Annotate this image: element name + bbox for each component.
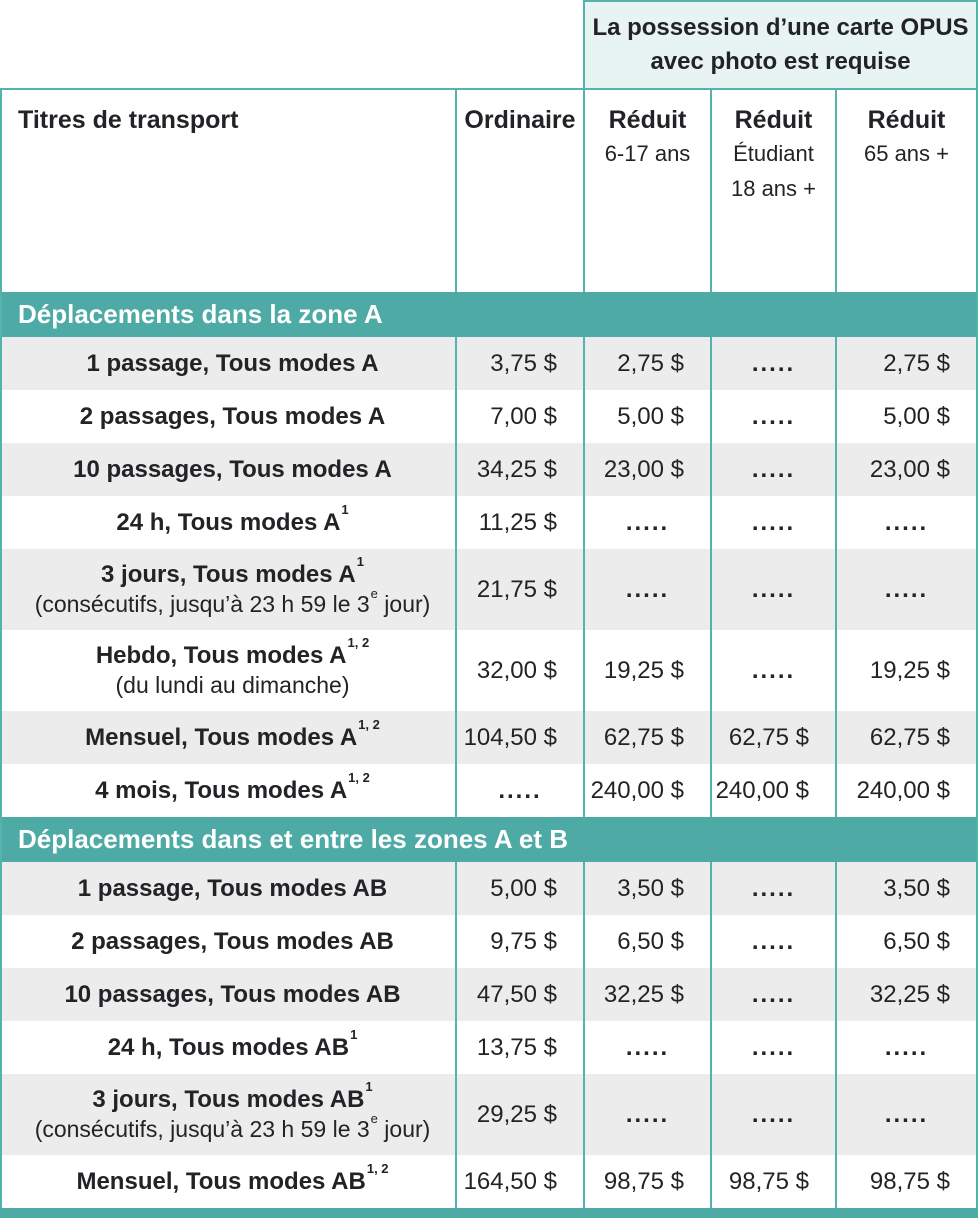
opus-banner-line1: La possession d’une carte OPUS [592, 14, 969, 42]
price-cell: 98,75 $ [583, 1155, 710, 1208]
footnote-reference: 1 [365, 1079, 373, 1095]
table-bottom-accent-bar [0, 1208, 978, 1218]
price-cell: 164,50 $ [455, 1155, 583, 1208]
price-cell-not-applicable: ..... [710, 337, 835, 390]
fare-label-text [78, 873, 387, 904]
fare-row [2, 496, 976, 549]
column-header-ordinaire [455, 90, 583, 292]
fare-row-label [2, 862, 455, 915]
fare-row-label [2, 549, 455, 630]
fare-row-label [2, 496, 455, 549]
fare-label-text [107, 1026, 358, 1063]
price-cell-not-applicable: ..... [583, 549, 710, 630]
footnote-reference: 1 [350, 1026, 358, 1042]
footnote-reference: 1, 2 [358, 716, 380, 732]
footnote-reference: 1, 2 [366, 1161, 389, 1176]
fare-row [2, 1155, 976, 1208]
fare-label-text [95, 634, 370, 671]
price-cell-not-applicable: ..... [710, 1021, 835, 1074]
column-header-subtitle: 6-17 ans [604, 141, 691, 166]
price-cell: 21,75 $ [455, 549, 583, 630]
section-header-title: Déplacements dans la zone A [18, 299, 383, 329]
opus-card-notice-banner [583, 0, 978, 88]
price-cell-not-applicable: ..... [455, 764, 583, 817]
fare-label-main: 4 mois, Tous modes A [95, 777, 348, 805]
fare-label-main: 3 jours, Tous modes AB [92, 1086, 365, 1114]
fare-row [2, 764, 976, 817]
price-cell-not-applicable: ..... [710, 862, 835, 915]
price-cell: 62,75 $ [710, 711, 835, 764]
price-cell: 32,00 $ [455, 630, 583, 711]
price-cell: 5,00 $ [583, 390, 710, 443]
fare-table [0, 88, 978, 1208]
price-cell: 3,50 $ [835, 862, 976, 915]
fare-label-text [101, 553, 364, 590]
price-cell: 6,50 $ [583, 915, 710, 968]
price-cell: 62,75 $ [835, 711, 976, 764]
price-cell: 5,00 $ [835, 390, 976, 443]
price-cell-not-applicable: ..... [710, 968, 835, 1021]
price-cell: 19,25 $ [583, 630, 710, 711]
fare-label-main: Hebdo, Tous modes A [95, 642, 347, 670]
fare-label-main: Mensuel, Tous modes AB [76, 1168, 366, 1196]
fare-label-main: 1 passage, Tous modes AB [77, 875, 388, 903]
fare-label-main: 2 passages, Tous modes AB [71, 928, 394, 956]
price-cell-not-applicable: ..... [710, 915, 835, 968]
fare-row-label [2, 1021, 455, 1074]
price-cell: 11,25 $ [455, 496, 583, 549]
fare-label-text [86, 348, 378, 379]
price-cell-not-applicable: ..... [710, 549, 835, 630]
fare-label-note [34, 585, 431, 620]
fare-row [2, 862, 976, 915]
price-cell: 23,00 $ [583, 443, 710, 496]
note-text: (consécutifs, jusqu’à 23 h 59 le 3 [34, 1116, 370, 1143]
fare-row-label [2, 711, 455, 764]
ordinal-superscript: e [370, 585, 378, 601]
price-cell: 6,50 $ [835, 915, 976, 968]
price-cell: 32,25 $ [835, 968, 976, 1021]
fare-label-text [92, 1079, 373, 1115]
fare-label-main: Mensuel, Tous modes A [85, 724, 358, 752]
footnote-reference: 1, 2 [347, 634, 370, 650]
price-cell: 62,75 $ [583, 711, 710, 764]
ordinal-superscript: e [370, 1110, 378, 1126]
fare-label-text [71, 926, 394, 957]
fare-label-main: 24 h, Tous modes AB [107, 1034, 350, 1062]
fare-label-text [64, 979, 400, 1010]
price-cell: 98,75 $ [835, 1155, 976, 1208]
price-cell: 240,00 $ [835, 764, 976, 817]
price-cell-not-applicable: ..... [710, 390, 835, 443]
fare-row-label [2, 390, 455, 443]
price-cell: 32,25 $ [583, 968, 710, 1021]
footnote-reference: 1 [341, 501, 349, 517]
price-cell: 2,75 $ [835, 337, 976, 390]
fare-row-label [2, 1155, 455, 1208]
fare-label-main: 1 passage, Tous modes A [86, 349, 379, 377]
price-cell: 240,00 $ [710, 764, 835, 817]
price-cell-not-applicable: ..... [710, 443, 835, 496]
fare-label-main: 24 h, Tous modes A [116, 508, 341, 536]
fare-row [2, 968, 976, 1021]
price-cell: 7,00 $ [455, 390, 583, 443]
column-header-title: Réduit [867, 106, 946, 134]
opus-banner-line2: avec photo est requise [650, 48, 911, 75]
fare-row [2, 711, 976, 764]
price-cell-not-applicable: ..... [583, 1021, 710, 1074]
fare-row [2, 1021, 976, 1074]
fare-label-note [116, 671, 350, 701]
fare-label-note [34, 1110, 431, 1145]
fare-row-label [2, 764, 455, 817]
fare-row [2, 390, 976, 443]
column-header-title: Réduit [608, 106, 687, 134]
price-cell: 9,75 $ [455, 915, 583, 968]
price-cell: 47,50 $ [455, 968, 583, 1021]
fare-label-main: 10 passages, Tous modes A [73, 455, 392, 483]
column-header-subtitle: Étudiant [733, 141, 814, 166]
fare-label-main: 3 jours, Tous modes A [101, 561, 356, 588]
price-cell: 2,75 $ [583, 337, 710, 390]
price-cell: 240,00 $ [583, 764, 710, 817]
price-cell: 3,75 $ [455, 337, 583, 390]
price-cell-not-applicable: ..... [710, 496, 835, 549]
fare-label-text [116, 501, 349, 538]
footnote-reference: 1 [356, 553, 364, 569]
fare-row-label [2, 915, 455, 968]
note-text: (consécutifs, jusqu’à 23 h 59 le 3 [34, 591, 370, 618]
price-cell: 34,25 $ [455, 443, 583, 496]
fare-row-label [2, 337, 455, 390]
price-cell-not-applicable: ..... [835, 549, 976, 630]
fare-row [2, 915, 976, 968]
fare-label-main: 10 passages, Tous modes AB [64, 981, 401, 1009]
fare-row-label [2, 630, 455, 711]
price-cell-not-applicable: ..... [583, 496, 710, 549]
column-header-reduit-65 [835, 90, 976, 292]
fare-label-main: 2 passages, Tous modes A [79, 402, 386, 430]
table-header-row [2, 90, 976, 292]
column-header-title: Ordinaire [464, 106, 576, 134]
column-header-titres-de-transport: Titres de transport [18, 106, 239, 134]
note-text: jour) [377, 591, 431, 618]
price-cell: 104,50 $ [455, 711, 583, 764]
section-header [2, 817, 976, 862]
fare-label-text [85, 716, 380, 753]
fare-row-label [2, 443, 455, 496]
price-cell-not-applicable: ..... [710, 630, 835, 711]
fare-row-label [2, 968, 455, 1021]
price-cell: 29,25 $ [455, 1074, 583, 1155]
price-cell: 3,50 $ [583, 862, 710, 915]
price-cell: 23,00 $ [835, 443, 976, 496]
column-header-title: Réduit [734, 106, 813, 134]
column-header-subtitle: 18 ans + [730, 175, 816, 201]
banner-left-spacer [0, 0, 583, 88]
price-cell: 5,00 $ [455, 862, 583, 915]
price-cell: 13,75 $ [455, 1021, 583, 1074]
price-cell-not-applicable: ..... [710, 1074, 835, 1155]
price-cell-not-applicable: ..... [835, 1021, 976, 1074]
fare-label-text [73, 454, 392, 485]
fare-label-text [80, 401, 385, 432]
price-cell: 98,75 $ [710, 1155, 835, 1208]
price-cell-not-applicable: ..... [835, 1074, 976, 1155]
column-header-reduit-etudiant [710, 90, 835, 292]
fare-row [2, 1074, 976, 1155]
note-text: jour) [377, 1116, 431, 1143]
fare-row [2, 630, 976, 711]
fare-label-text [95, 769, 370, 806]
section-header [2, 292, 976, 337]
footnote-reference: 1, 2 [348, 769, 370, 785]
section-header-title: Déplacements dans et entre les zones A et B [18, 824, 569, 855]
fare-row [2, 549, 976, 630]
column-header-subtitle: 65 ans + [863, 141, 949, 166]
column-header-reduit-6-17 [583, 90, 710, 292]
price-cell-not-applicable: ..... [583, 1074, 710, 1155]
fare-row [2, 443, 976, 496]
fare-row-label [2, 1074, 455, 1155]
banner-row [0, 0, 978, 88]
price-cell: 19,25 $ [835, 630, 976, 711]
note-text: (du lundi au dimanche) [115, 672, 350, 699]
price-cell-not-applicable: ..... [835, 496, 976, 549]
fare-label-text [76, 1161, 389, 1197]
fare-row [2, 337, 976, 390]
